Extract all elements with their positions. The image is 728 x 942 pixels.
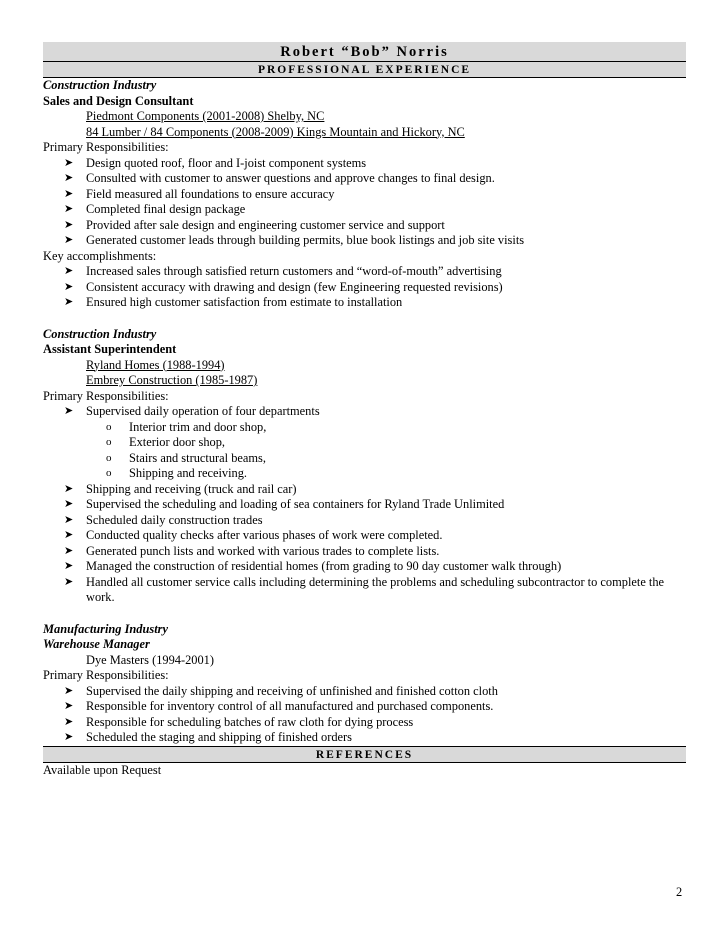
job-industry: Construction Industry — [43, 78, 157, 92]
list-item: ➤ Ensured high customer satisfaction from estimate to installation — [64, 295, 403, 309]
list-item: ➤ Increased sales through satisfied return customers and “word-of-mouth” advertising — [64, 264, 502, 278]
arrow-bullet-icon: ➤ — [64, 498, 74, 510]
job-employer: Ryland Homes (1988-1994) — [86, 357, 225, 372]
experience-heading: PROFESSIONAL EXPERIENCE — [43, 61, 686, 78]
arrow-bullet-icon: ➤ — [64, 731, 74, 743]
job-employer: Dye Masters (1994-2001) — [86, 652, 215, 667]
arrow-bullet-icon: ➤ — [64, 265, 74, 277]
arrow-bullet-icon: ➤ — [64, 700, 74, 712]
circle-bullet-icon: o — [106, 436, 112, 448]
references-text: Available upon Request — [43, 762, 162, 777]
list-item: ➤ Conducted quality checks after various phases of work were completed. — [64, 528, 443, 542]
resume-name: Robert “Bob” Norris — [43, 42, 686, 61]
job-industry: Construction Industry — [43, 326, 157, 341]
primary-label: Primary Responsibilities: — [43, 668, 169, 682]
resume-page — [43, 42, 686, 778]
list-item: ➤ Provided after sale design and engineering customer service and support — [64, 217, 445, 232]
list-item: ➤ Design quoted roof, floor and I-joist component systems — [64, 155, 367, 170]
page-number: 2 — [676, 885, 683, 899]
arrow-bullet-icon: ➤ — [64, 156, 74, 169]
list-item: ➤ Supervised the scheduling and loading of sea containers for Ryland Trade Unlimited — [64, 497, 505, 511]
list-item: ➤ Consulted with customer to answer questions and approve changes to final design. — [64, 171, 495, 185]
list-item: ➤ Scheduled the staging and shipping of finished orders — [64, 730, 353, 744]
job-industry: Manufacturing Industry — [43, 621, 168, 636]
arrow-bullet-icon: ➤ — [64, 715, 74, 728]
job-role: Sales and Design Consultant — [43, 93, 194, 108]
job-employer: Piedmont Components (2001-2008) Shelby, NC — [86, 109, 325, 123]
list-item: ➤ Responsible for inventory control of all manufactured and purchased components. — [64, 699, 494, 713]
job-role: Assistant Superintendent — [43, 342, 177, 356]
arrow-bullet-icon: ➤ — [64, 203, 74, 215]
sub-list-item: o Exterior door shop, — [106, 435, 226, 449]
circle-bullet-icon: o — [106, 420, 112, 433]
circle-bullet-icon: o — [106, 467, 112, 479]
arrow-bullet-icon: ➤ — [64, 296, 74, 308]
sub-list-item: o Interior trim and door shop, — [106, 419, 267, 434]
job-sales-design — [43, 78, 686, 311]
list-item: ➤ Supervised the daily shipping and receiving of unfinished and finished cotton cloth — [64, 683, 498, 698]
arrow-bullet-icon: ➤ — [64, 280, 74, 293]
list-item: ➤ Responsible for scheduling batches of raw cloth for dying process — [64, 714, 414, 729]
list-item: ➤ Consistent accuracy with drawing and design (few Engineering requested revisions) — [64, 279, 503, 294]
list-item: ➤ Generated punch lists and worked with various trades to complete lists. — [64, 543, 440, 558]
arrow-bullet-icon: ➤ — [64, 544, 74, 557]
arrow-bullet-icon: ➤ — [64, 684, 74, 697]
sub-list-item: o Shipping and receiving. — [106, 466, 248, 480]
job-assistant-superintendent — [43, 327, 686, 606]
job-employer: Embrey Construction (1985-1987) — [86, 373, 258, 387]
arrow-bullet-icon: ➤ — [64, 529, 74, 541]
primary-label: Primary Responsibilities: — [43, 388, 169, 403]
sub-list-item: o Stairs and structural beams, — [106, 450, 266, 465]
circle-bullet-icon: o — [106, 451, 112, 464]
list-item: ➤ Completed final design package — [64, 202, 246, 216]
list-item: ➤ Scheduled daily construction trades — [64, 512, 263, 527]
list-item: ➤ Handled all customer service calls including determining the problems and scheduling subcontractor to complete the work. — [64, 574, 665, 604]
list-item: ➤ Shipping and receiving (truck and rail car) — [64, 481, 297, 496]
references-heading: REFERENCES — [43, 746, 686, 763]
arrow-bullet-icon: ➤ — [64, 513, 74, 526]
list-item: ➤ Supervised daily operation of four departments — [64, 404, 320, 418]
list-item: ➤ Generated customer leads through building permits, blue book listings and job site visits — [64, 233, 525, 247]
job-role: Warehouse Manager — [43, 637, 150, 651]
primary-label: Primary Responsibilities: — [43, 140, 169, 154]
arrow-bullet-icon: ➤ — [64, 482, 74, 495]
arrow-bullet-icon: ➤ — [64, 187, 74, 200]
arrow-bullet-icon: ➤ — [64, 234, 74, 246]
list-item: ➤ Field measured all foundations to ensure accuracy — [64, 186, 335, 201]
arrow-bullet-icon: ➤ — [64, 560, 74, 572]
accomplishments-label: Key accomplishments: — [43, 248, 157, 263]
job-employer: 84 Lumber / 84 Components (2008-2009) Kings Mountain and Hickory, NC — [86, 124, 465, 139]
arrow-bullet-icon: ➤ — [64, 218, 74, 231]
job-warehouse-manager — [43, 622, 686, 746]
list-item: ➤ Managed the construction of residential homes (from grading to 90 day customer walk through) — [64, 559, 562, 573]
arrow-bullet-icon: ➤ — [64, 172, 74, 184]
arrow-bullet-icon: ➤ — [64, 575, 74, 588]
arrow-bullet-icon: ➤ — [64, 405, 74, 417]
